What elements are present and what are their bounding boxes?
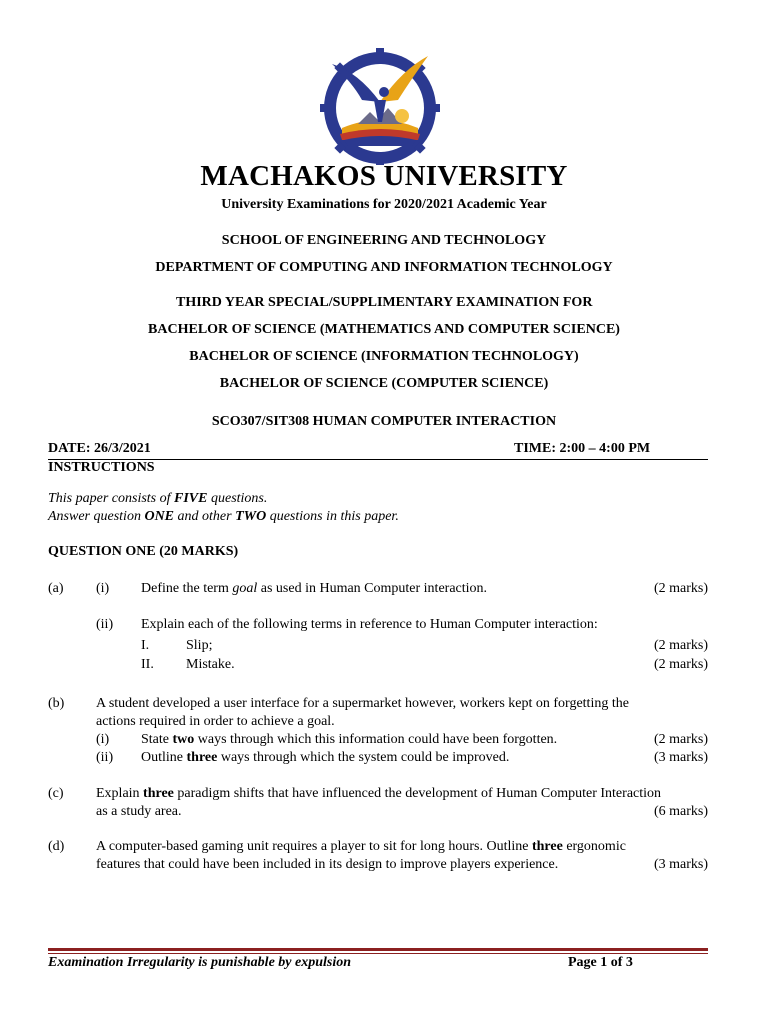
part-a-label: (a) xyxy=(48,581,64,596)
course-title: SCO307/SIT308 HUMAN COMPUTER INTERACTION xyxy=(211,414,557,429)
programme-2: BACHELOR OF SCIENCE (INFORMATION TECHNOLOGY) xyxy=(189,349,579,364)
part-a-ii-item-1-num: I. xyxy=(141,638,150,653)
part-d-line-2: features that could have been included in its design to improve players experience. xyxy=(96,857,559,872)
university-logo xyxy=(318,42,442,166)
part-a-ii-text: Explain each of the following terms in reference to Human Computer interaction: xyxy=(141,617,598,632)
department-name: DEPARTMENT OF COMPUTING AND INFORMATION TECHNOLOGY xyxy=(155,260,613,275)
programme-1: BACHELOR OF SCIENCE (MATHEMATICS AND COMPUTER SCIENCE) xyxy=(148,322,620,337)
footer-rule-thick xyxy=(48,948,708,951)
part-b-i-text: State two ways through which this information could have been forgotten. xyxy=(141,732,558,747)
part-b-line-1: A student developed a user interface for a supermarket however, workers kept on forgetting the xyxy=(96,696,629,711)
programme-3: BACHELOR OF SCIENCE (COMPUTER SCIENCE) xyxy=(219,376,549,391)
exam-date: DATE: 26/3/2021 xyxy=(48,441,151,456)
instruction-line-2: Answer question ONE and other TWO questions in this paper. xyxy=(48,509,399,524)
instructions-heading: INSTRUCTIONS xyxy=(48,460,155,475)
part-d-label: (d) xyxy=(48,839,65,854)
part-b-label: (b) xyxy=(48,696,65,711)
part-a-ii-item-1-text: Slip; xyxy=(186,638,213,653)
academic-year: University Examinations for 2020/2021 Academic Year xyxy=(221,197,547,212)
question-one-heading: QUESTION ONE (20 MARKS) xyxy=(48,544,239,559)
part-d-marks: (3 marks) xyxy=(653,857,708,872)
exam-time: TIME: 2:00 – 4:00 PM xyxy=(514,441,651,456)
part-b-line-2: actions required in order to achieve a goal. xyxy=(96,714,335,729)
exam-title: THIRD YEAR SPECIAL/SUPPLIMENTARY EXAMINATION FOR xyxy=(176,295,593,310)
footer-rule-thin xyxy=(48,953,708,954)
part-a-i-num: (i) xyxy=(96,581,110,596)
part-c-label: (c) xyxy=(48,786,64,801)
part-d-line-1: A computer-based gaming unit requires a player to sit for long hours. Outline three ergonomic xyxy=(96,839,626,854)
footer-warning: Examination Irregularity is punishable by expulsion xyxy=(48,955,352,970)
part-b-ii-text: Outline three ways through which the system could be improved. xyxy=(141,750,510,765)
part-a-ii-item-2-marks: (2 marks) xyxy=(653,657,708,672)
part-a-ii-item-1-marks: (2 marks) xyxy=(653,638,708,653)
part-c-line-1: Explain three paradigm shifts that have influenced the development of Human Computer Interaction xyxy=(96,786,662,801)
school-name: SCHOOL OF ENGINEERING AND TECHNOLOGY xyxy=(221,233,547,248)
part-b-i-marks: (2 marks) xyxy=(653,732,708,747)
part-a-i-marks: (2 marks) xyxy=(653,581,708,596)
part-a-ii-num: (ii) xyxy=(96,617,114,632)
part-c-line-2: as a study area. xyxy=(96,804,182,819)
part-a-i-text: Define the term goal as used in Human Computer interaction. xyxy=(141,581,488,596)
university-name: MACHAKOS UNIVERSITY xyxy=(200,160,568,192)
part-b-ii-marks: (3 marks) xyxy=(653,750,708,765)
part-b-i-num: (i) xyxy=(96,732,110,747)
part-c-marks: (6 marks) xyxy=(653,804,708,819)
part-b-ii-num: (ii) xyxy=(96,750,114,765)
part-a-ii-item-2-num: II. xyxy=(141,657,154,672)
page-number: Page 1 of 3 xyxy=(568,955,633,970)
part-a-ii-item-2-text: Mistake. xyxy=(186,657,235,672)
instruction-line-1: This paper consists of FIVE questions. xyxy=(48,491,268,506)
